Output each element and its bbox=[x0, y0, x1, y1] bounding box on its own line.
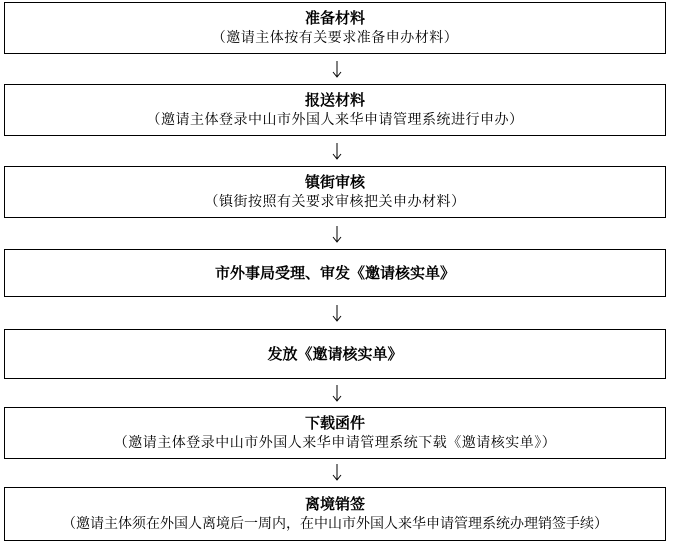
step-title: 下载函件 bbox=[304, 414, 365, 432]
step-description: （镇街按照有关要求审核把关申办材料） bbox=[204, 194, 466, 210]
down-arrow-icon bbox=[327, 304, 347, 324]
flow-step-town-review bbox=[4, 166, 666, 218]
step-title: 离境销签 bbox=[304, 495, 365, 513]
step-title: 发放《邀请核实单》 bbox=[267, 345, 403, 363]
flow-step-foreign-affairs-accept bbox=[4, 249, 666, 297]
flow-step-prepare-materials bbox=[4, 2, 666, 54]
flow-step-exit-cancellation bbox=[4, 487, 666, 541]
down-arrow-icon bbox=[327, 384, 347, 404]
down-arrow-icon bbox=[327, 225, 347, 245]
flow-step-download-letter bbox=[4, 407, 666, 459]
flow-step-submit-materials bbox=[4, 84, 666, 136]
step-description: （邀请主体登录中山市外国人来华申请管理系统下载《邀请核实单》） bbox=[113, 435, 557, 451]
step-description: （邀请主体登录中山市外国人来华申请管理系统进行申办） bbox=[146, 112, 524, 128]
step-title: 准备材料 bbox=[304, 9, 365, 27]
down-arrow-icon bbox=[327, 142, 347, 162]
step-title: 镇街审核 bbox=[304, 173, 365, 191]
down-arrow-icon bbox=[327, 60, 347, 80]
flow-step-issue-verification bbox=[4, 329, 666, 379]
step-description: （邀请主体须在外国人离境后一周内，在中山市外国人来华申请管理系统办理销签手续） bbox=[62, 516, 608, 532]
step-title: 市外事局受理、审发《邀请核实单》 bbox=[214, 264, 455, 282]
step-title: 报送材料 bbox=[304, 91, 365, 109]
step-description: （邀请主体按有关要求准备申办材料） bbox=[211, 30, 459, 46]
down-arrow-icon bbox=[327, 463, 347, 483]
